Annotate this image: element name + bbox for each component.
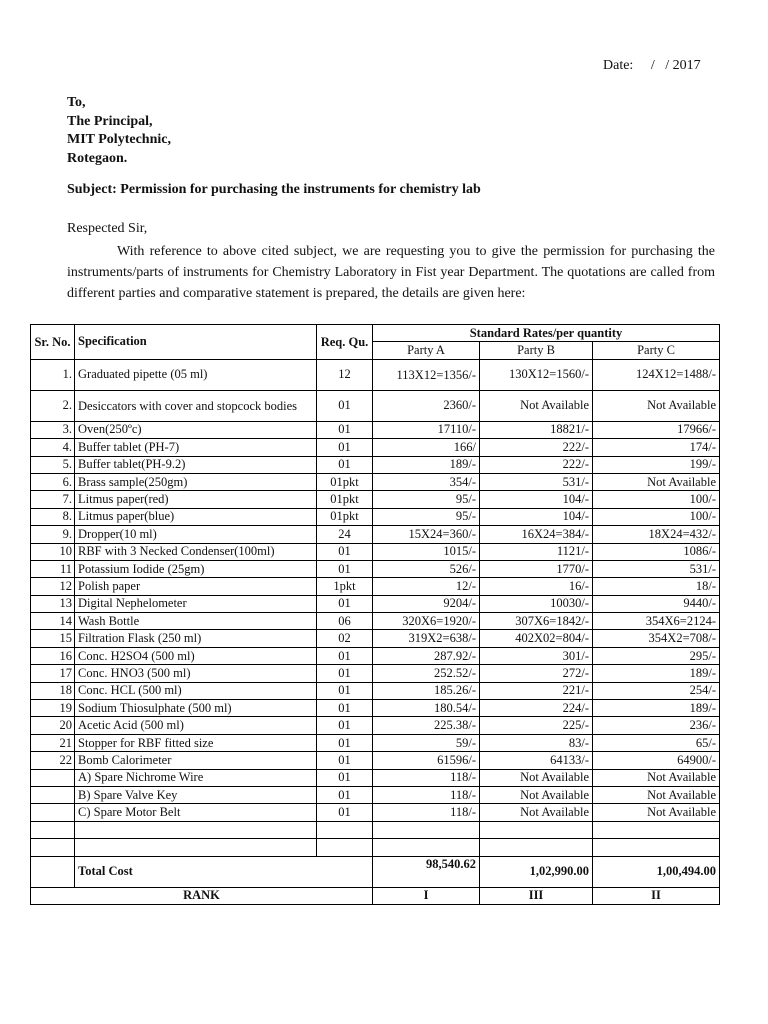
party-b-cell: 307X6=1842/- [480, 613, 593, 630]
party-b-cell: 104/- [480, 508, 593, 525]
sr-cell: 6. [31, 473, 75, 490]
address-line: Rotegaon. [67, 150, 128, 166]
table-row [31, 717, 720, 734]
party-c-cell: 354X2=708/- [593, 630, 720, 647]
table-row [31, 786, 720, 803]
table-row [31, 700, 720, 717]
empty-cell [31, 821, 75, 838]
party-a-cell: 113X12=1356/- [373, 359, 480, 390]
party-b-cell: Not Available [480, 786, 593, 803]
party-c-cell: 254/- [593, 682, 720, 699]
spec-cell: Buffer tablet (PH-7) [75, 439, 317, 456]
party-b-cell: Not Available [480, 804, 593, 821]
party-b-cell: 224/- [480, 700, 593, 717]
rank-party-c: II [593, 887, 720, 904]
qty-cell: 01 [317, 665, 373, 682]
party-a-cell: 185.26/- [373, 682, 480, 699]
qty-cell: 01 [317, 700, 373, 717]
table-row [31, 665, 720, 682]
party-c-cell: 189/- [593, 665, 720, 682]
header-rates: Standard Rates/per quantity [373, 325, 720, 342]
spec-cell: C) Spare Motor Belt [75, 804, 317, 821]
rank-party-b: III [480, 887, 593, 904]
party-b-cell: 531/- [480, 473, 593, 490]
table-row [31, 473, 720, 490]
header-party-b: Party B [480, 342, 593, 359]
sr-cell [31, 769, 75, 786]
spec-cell: Conc. HCL (500 ml) [75, 682, 317, 699]
empty-cell [31, 839, 75, 856]
table-row [31, 359, 720, 390]
empty-cell [593, 821, 720, 838]
party-c-cell: 531/- [593, 560, 720, 577]
party-b-cell: 221/- [480, 682, 593, 699]
party-b-cell: 222/- [480, 456, 593, 473]
empty-cell [593, 839, 720, 856]
subject-line: Subject: Permission for purchasing the instruments for chemistry lab [67, 182, 481, 197]
party-c-cell: 236/- [593, 717, 720, 734]
total-row [31, 856, 720, 887]
spec-cell: Conc. H2SO4 (500 ml) [75, 647, 317, 664]
party-c-cell: 9440/- [593, 595, 720, 612]
spec-cell: Graduated pipette (05 ml) [75, 359, 317, 390]
party-c-cell: 100/- [593, 508, 720, 525]
rank-party-a: I [373, 887, 480, 904]
empty-cell [317, 821, 373, 838]
party-c-cell: 174/- [593, 439, 720, 456]
sr-cell: 11 [31, 560, 75, 577]
qty-cell: 01 [317, 543, 373, 560]
table-row [31, 630, 720, 647]
party-a-cell: 354/- [373, 473, 480, 490]
party-a-cell: 320X6=1920/- [373, 613, 480, 630]
sr-cell: 14 [31, 613, 75, 630]
table-row [31, 421, 720, 438]
party-a-cell: 9204/- [373, 595, 480, 612]
party-a-cell: 225.38/- [373, 717, 480, 734]
qty-cell: 01 [317, 769, 373, 786]
address-line: To, [67, 95, 86, 110]
spec-cell: Oven(250ºc) [75, 421, 317, 438]
qty-cell: 01 [317, 734, 373, 751]
total-party-a: 98,540.62 [373, 856, 480, 887]
spec-cell: Bomb Calorimeter [75, 752, 317, 769]
party-b-cell: 64133/- [480, 752, 593, 769]
sr-cell: 1. [31, 359, 75, 390]
total-party-c: 1,00,494.00 [593, 856, 720, 887]
party-b-cell: 18821/- [480, 421, 593, 438]
table-row [31, 752, 720, 769]
table-row [31, 682, 720, 699]
address-line: The Principal, [67, 113, 153, 129]
party-c-cell: 17966/- [593, 421, 720, 438]
spec-cell: Stopper for RBF fitted size [75, 734, 317, 751]
party-a-cell: 252.52/- [373, 665, 480, 682]
sr-cell: 17 [31, 665, 75, 682]
empty-cell [480, 839, 593, 856]
party-a-cell: 59/- [373, 734, 480, 751]
spec-cell: Brass sample(250gm) [75, 473, 317, 490]
party-c-cell: 354X6=2124- [593, 613, 720, 630]
qty-cell: 12 [317, 359, 373, 390]
spec-cell: Desiccators with cover and stopcock bodies [75, 390, 317, 421]
sr-cell: 2. [31, 390, 75, 421]
party-a-cell: 12/- [373, 578, 480, 595]
header-qty: Req. Qu. [317, 325, 373, 360]
party-a-cell: 118/- [373, 804, 480, 821]
qty-cell: 01pkt [317, 508, 373, 525]
table-row [31, 595, 720, 612]
qty-cell: 01 [317, 717, 373, 734]
spec-cell: Buffer tablet(PH-9.2) [75, 456, 317, 473]
party-b-cell: 272/- [480, 665, 593, 682]
table-row [31, 734, 720, 751]
table-row [31, 508, 720, 525]
empty-row [31, 839, 720, 856]
party-c-cell: 64900/- [593, 752, 720, 769]
body-text: With reference to above cited subject, we are requesting you to give the permission for purchasing the instruments/parts of instruments for Chemistry Laboratory in Fist year Department. The quotations are called from different parties and comparative statement is prepared, the details are given here: [67, 244, 715, 301]
party-c-cell: 124X12=1488/- [593, 359, 720, 390]
party-c-cell: Not Available [593, 769, 720, 786]
party-c-cell: 295/- [593, 647, 720, 664]
party-a-cell: 95/- [373, 508, 480, 525]
party-c-cell: 18X24=432/- [593, 526, 720, 543]
spec-cell: B) Spare Valve Key [75, 786, 317, 803]
party-a-cell: 17110/- [373, 421, 480, 438]
sr-cell [31, 786, 75, 803]
table-row [31, 613, 720, 630]
empty-cell [317, 839, 373, 856]
table-row [31, 578, 720, 595]
empty-row [31, 821, 720, 838]
qty-cell: 02 [317, 630, 373, 647]
party-a-cell: 2360/- [373, 390, 480, 421]
sr-cell: 22 [31, 752, 75, 769]
empty-cell [75, 839, 317, 856]
header-spec: Specification [75, 325, 317, 360]
sr-cell: 19 [31, 700, 75, 717]
qty-cell: 01 [317, 390, 373, 421]
spec-cell: Litmus paper(blue) [75, 508, 317, 525]
spec-cell: Filtration Flask (250 ml) [75, 630, 317, 647]
party-b-cell: 225/- [480, 717, 593, 734]
sr-cell: 4. [31, 439, 75, 456]
party-a-cell: 118/- [373, 786, 480, 803]
total-blank-cell [31, 856, 75, 887]
quotation-table [30, 324, 720, 905]
total-party-b: 1,02,990.00 [480, 856, 593, 887]
qty-cell: 01 [317, 647, 373, 664]
qty-cell: 1pkt [317, 578, 373, 595]
sr-cell: 3. [31, 421, 75, 438]
sr-cell: 10 [31, 543, 75, 560]
party-b-cell: 83/- [480, 734, 593, 751]
qty-cell: 24 [317, 526, 373, 543]
spec-cell: A) Spare Nichrome Wire [75, 769, 317, 786]
table-row [31, 647, 720, 664]
party-c-cell: Not Available [593, 473, 720, 490]
spec-cell: Conc. HNO3 (500 ml) [75, 665, 317, 682]
qty-cell: 01pkt [317, 491, 373, 508]
party-a-cell: 319X2=638/- [373, 630, 480, 647]
sr-cell [31, 804, 75, 821]
header-row [31, 325, 720, 342]
body-paragraph [67, 241, 715, 304]
empty-cell [373, 821, 480, 838]
sr-cell: 5. [31, 456, 75, 473]
empty-cell [373, 839, 480, 856]
qty-cell: 01 [317, 421, 373, 438]
header-party-a: Party A [373, 342, 480, 359]
qty-cell: 01 [317, 560, 373, 577]
sr-cell: 8. [31, 508, 75, 525]
empty-cell [75, 821, 317, 838]
party-b-cell: 16/- [480, 578, 593, 595]
party-c-cell: 1086/- [593, 543, 720, 560]
sr-cell: 15 [31, 630, 75, 647]
rank-label: RANK [31, 887, 373, 904]
qty-cell: 01 [317, 752, 373, 769]
qty-cell: 06 [317, 613, 373, 630]
spec-cell: Dropper(10 ml) [75, 526, 317, 543]
party-c-cell: 199/- [593, 456, 720, 473]
party-a-cell: 180.54/- [373, 700, 480, 717]
party-c-cell: 65/- [593, 734, 720, 751]
date-line: Date: / / 2017 [603, 58, 701, 73]
table-row [31, 560, 720, 577]
spec-cell: RBF with 3 Necked Condenser(100ml) [75, 543, 317, 560]
qty-cell: 01 [317, 786, 373, 803]
party-c-cell: 18/- [593, 578, 720, 595]
party-c-cell: Not Available [593, 390, 720, 421]
table-row [31, 804, 720, 821]
header-sr: Sr. No. [31, 325, 75, 360]
party-b-cell: 301/- [480, 647, 593, 664]
qty-cell: 01 [317, 595, 373, 612]
party-b-cell: 1121/- [480, 543, 593, 560]
party-a-cell: 118/- [373, 769, 480, 786]
party-c-cell: 189/- [593, 700, 720, 717]
empty-cell [480, 821, 593, 838]
salutation: Respected Sir, [67, 221, 148, 236]
party-a-cell: 189/- [373, 456, 480, 473]
party-a-cell: 166/ [373, 439, 480, 456]
sr-cell: 13 [31, 595, 75, 612]
sr-cell: 12 [31, 578, 75, 595]
spec-cell: Polish paper [75, 578, 317, 595]
spec-cell: Acetic Acid (500 ml) [75, 717, 317, 734]
party-a-cell: 287.92/- [373, 647, 480, 664]
party-b-cell: 16X24=384/- [480, 526, 593, 543]
party-b-cell: Not Available [480, 769, 593, 786]
sr-cell: 20 [31, 717, 75, 734]
sr-cell: 16 [31, 647, 75, 664]
total-label: Total Cost [75, 856, 373, 887]
party-b-cell: 222/- [480, 439, 593, 456]
party-b-cell: Not Available [480, 390, 593, 421]
header-party-c: Party C [593, 342, 720, 359]
spec-cell: Wash Bottle [75, 613, 317, 630]
recipient-address [67, 94, 171, 168]
party-c-cell: Not Available [593, 786, 720, 803]
party-c-cell: Not Available [593, 804, 720, 821]
spec-cell: Digital Nephelometer [75, 595, 317, 612]
qty-cell: 01 [317, 439, 373, 456]
rank-row [31, 887, 720, 904]
party-a-cell: 95/- [373, 491, 480, 508]
table-row [31, 769, 720, 786]
qty-cell: 01 [317, 804, 373, 821]
sr-cell: 21 [31, 734, 75, 751]
table-row [31, 491, 720, 508]
qty-cell: 01 [317, 456, 373, 473]
party-b-cell: 10030/- [480, 595, 593, 612]
table-row [31, 543, 720, 560]
spec-cell: Potassium Iodide (25gm) [75, 560, 317, 577]
sr-cell: 7. [31, 491, 75, 508]
table-row [31, 526, 720, 543]
party-a-cell: 526/- [373, 560, 480, 577]
table-row [31, 439, 720, 456]
address-line: MIT Polytechnic, [67, 132, 171, 147]
party-c-cell: 100/- [593, 491, 720, 508]
party-b-cell: 104/- [480, 491, 593, 508]
party-b-cell: 130X12=1560/- [480, 359, 593, 390]
spec-cell: Sodium Thiosulphate (500 ml) [75, 700, 317, 717]
sr-cell: 9. [31, 526, 75, 543]
sr-cell: 18 [31, 682, 75, 699]
party-b-cell: 1770/- [480, 560, 593, 577]
spec-cell: Litmus paper(red) [75, 491, 317, 508]
party-a-cell: 61596/- [373, 752, 480, 769]
table-row [31, 456, 720, 473]
qty-cell: 01 [317, 682, 373, 699]
party-a-cell: 1015/- [373, 543, 480, 560]
table-row [31, 390, 720, 421]
party-a-cell: 15X24=360/- [373, 526, 480, 543]
party-b-cell: 402X02=804/- [480, 630, 593, 647]
qty-cell: 01pkt [317, 473, 373, 490]
